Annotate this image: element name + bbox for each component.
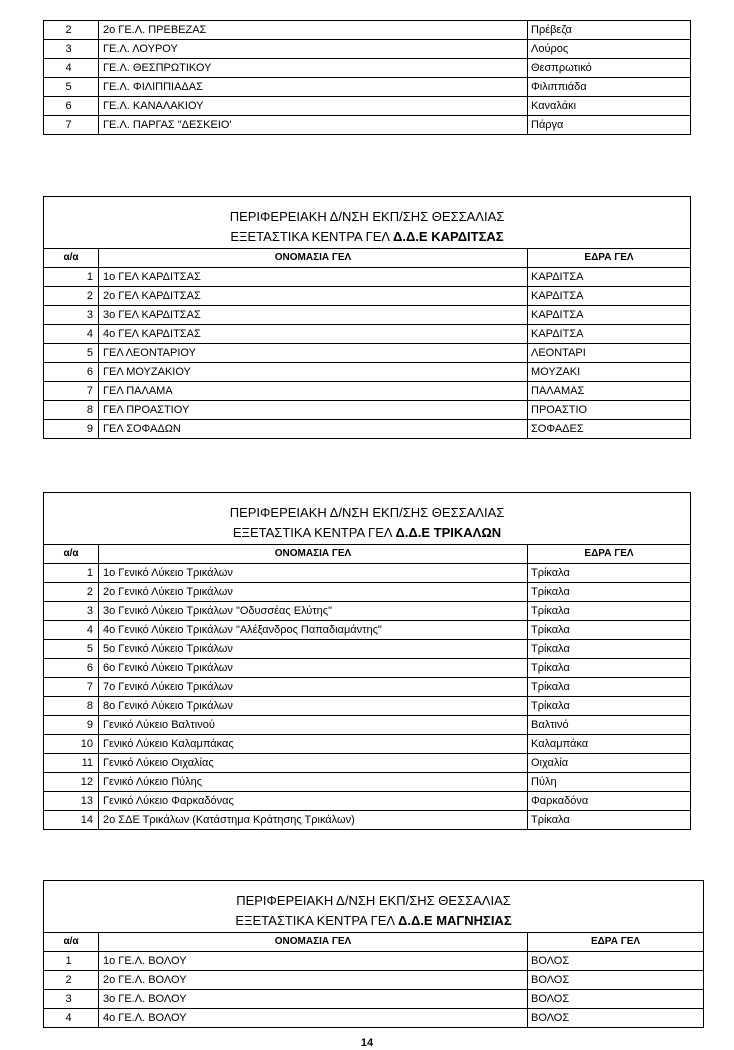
row-number: 2 xyxy=(44,21,99,40)
table-row xyxy=(44,420,691,439)
school-seat: ΠΡΟΑΣΤΙΟ xyxy=(528,401,691,420)
title-line-2: ΕΞΕΤΑΣΤΙΚΑ ΚΕΝΤΡΑ ΓΕΛ Δ.Δ.Ε ΜΑΓΝΗΣΙΑΣ xyxy=(235,913,512,928)
row-number: 4 xyxy=(44,1009,99,1028)
row-number: 2 xyxy=(44,287,99,306)
school-seat: Τρίκαλα xyxy=(528,602,691,621)
school-seat: ΚΑΡΔΙΤΣΑ xyxy=(528,287,691,306)
row-number: 9 xyxy=(44,716,99,735)
school-name: ΓΕ.Λ. ΠΑΡΓΑΣ "ΔΕΣΚΕΙΟ' xyxy=(99,116,528,135)
row-number: 13 xyxy=(44,792,99,811)
school-name: 2ο ΓΕ.Λ. ΒΟΛΟΥ xyxy=(99,971,528,990)
school-seat: Τρίκαλα xyxy=(528,621,691,640)
table-row xyxy=(44,971,704,990)
table-row xyxy=(44,697,691,716)
title-line-1: ΠΕΡΙΦΕΡΕΙΑΚΗ Δ/ΝΣΗ ΕΚΠ/ΣΗΣ ΘΕΣΣΑΛΙΑΣ xyxy=(236,893,511,908)
school-name: Γενικό Λύκειο Καλαμπάκας xyxy=(99,735,528,754)
continued-table xyxy=(43,20,691,135)
school-seat: Λούρος xyxy=(528,40,691,59)
title-line-1: ΠΕΡΙΦΕΡΕΙΑΚΗ Δ/ΝΣΗ ΕΚΠ/ΣΗΣ ΘΕΣΣΑΛΙΑΣ xyxy=(229,209,505,224)
header-name: ΟΝΟΜΑΣΙΑ ΓΕΛ xyxy=(99,545,528,564)
school-name: 3ο ΓΕ.Λ. ΒΟΛΟΥ xyxy=(99,990,528,1009)
magnesia-table xyxy=(43,880,704,1028)
row-number: 2 xyxy=(44,971,99,990)
school-name: 1ο ΓΕ.Λ. ΒΟΛΟΥ xyxy=(99,952,528,971)
table-row xyxy=(44,773,691,792)
school-name: 7ο Γενικό Λύκειο Τρικάλων xyxy=(99,678,528,697)
section-title xyxy=(44,881,704,933)
school-name: ΓΕΛ ΠΡΟΑΣΤΙΟΥ xyxy=(99,401,528,420)
header-num: α/α xyxy=(44,933,99,952)
row-number: 6 xyxy=(44,97,99,116)
school-name: Γενικό Λύκειο Πύλης xyxy=(99,773,528,792)
school-seat: Βαλτινό xyxy=(528,716,691,735)
table-row xyxy=(44,21,691,40)
row-number: 4 xyxy=(44,59,99,78)
row-number: 12 xyxy=(44,773,99,792)
row-number: 7 xyxy=(44,116,99,135)
school-seat: Φιλιππιάδα xyxy=(528,78,691,97)
row-number: 6 xyxy=(44,363,99,382)
row-number: 5 xyxy=(44,344,99,363)
table-row xyxy=(44,116,691,135)
school-seat: ΒΟΛΟΣ xyxy=(528,971,704,990)
table-row xyxy=(44,792,691,811)
school-name: 2ο ΓΕ.Λ. ΠΡΕΒΕΖΑΣ xyxy=(99,21,528,40)
school-name: 1ο Γενικό Λύκειο Τρικάλων xyxy=(99,564,528,583)
school-name: 2ο ΓΕΛ ΚΑΡΔΙΤΣΑΣ xyxy=(99,287,528,306)
school-seat: ΚΑΡΔΙΤΣΑ xyxy=(528,325,691,344)
table-row xyxy=(44,382,691,401)
table-row xyxy=(44,602,691,621)
school-seat: Τρίκαλα xyxy=(528,678,691,697)
school-name: 1ο ΓΕΛ ΚΑΡΔΙΤΣΑΣ xyxy=(99,268,528,287)
school-seat: ΒΟΛΟΣ xyxy=(528,1009,704,1028)
school-name: ΓΕ.Λ. ΦΙΛΙΠΠΙΑΔΑΣ xyxy=(99,78,528,97)
table-row xyxy=(44,640,691,659)
school-seat: Καναλάκι xyxy=(528,97,691,116)
school-seat: ΒΟΛΟΣ xyxy=(528,952,704,971)
section-title xyxy=(44,493,691,545)
table-row xyxy=(44,678,691,697)
school-name: 3ο ΓΕΛ ΚΑΡΔΙΤΣΑΣ xyxy=(99,306,528,325)
school-seat: ΠΑΛΑΜΑΣ xyxy=(528,382,691,401)
title-line-2: ΕΞΕΤΑΣΤΙΚΑ ΚΕΝΤΡΑ ΓΕΛ Δ.Δ.Ε ΤΡΙΚΑΛΩΝ xyxy=(232,525,502,540)
table-row xyxy=(44,754,691,773)
row-number: 3 xyxy=(44,602,99,621)
table-row xyxy=(44,621,691,640)
row-number: 11 xyxy=(44,754,99,773)
row-number: 1 xyxy=(44,564,99,583)
header-seat: ΕΔΡΑ ΓΕΛ xyxy=(528,249,691,268)
table-row xyxy=(44,306,691,325)
table-row xyxy=(44,78,691,97)
row-number: 5 xyxy=(44,640,99,659)
table-row xyxy=(44,811,691,830)
school-seat: Πρέβεζα xyxy=(528,21,691,40)
school-seat: Τρίκαλα xyxy=(528,697,691,716)
school-name: 6ο Γενικό Λύκειο Τρικάλων xyxy=(99,659,528,678)
table-row xyxy=(44,1009,704,1028)
header-seat: ΕΔΡΑ ΓΕΛ xyxy=(528,545,691,564)
row-number: 5 xyxy=(44,78,99,97)
row-number: 2 xyxy=(44,583,99,602)
row-number: 8 xyxy=(44,401,99,420)
table-row xyxy=(44,716,691,735)
table-row xyxy=(44,344,691,363)
table-row xyxy=(44,59,691,78)
school-seat: Φαρκαδόνα xyxy=(528,792,691,811)
school-name: ΓΕ.Λ. ΘΕΣΠΡΩΤΙΚΟΥ xyxy=(99,59,528,78)
header-num: α/α xyxy=(44,249,99,268)
header-num: α/α xyxy=(44,545,99,564)
school-name: ΓΕΛ ΛΕΟΝΤΑΡΙΟΥ xyxy=(99,344,528,363)
school-name: ΓΕΛ ΠΑΛΑΜΑ xyxy=(99,382,528,401)
school-seat: Καλαμπάκα xyxy=(528,735,691,754)
row-number: 4 xyxy=(44,621,99,640)
school-seat: Πάργα xyxy=(528,116,691,135)
school-name: ΓΕΛ ΜΟΥΖΑΚΙΟΥ xyxy=(99,363,528,382)
school-seat: ΚΑΡΔΙΤΣΑ xyxy=(528,268,691,287)
row-number: 7 xyxy=(44,678,99,697)
table-row xyxy=(44,287,691,306)
school-name: ΓΕΛ ΣΟΦΑΔΩΝ xyxy=(99,420,528,439)
row-number: 3 xyxy=(44,40,99,59)
table-row xyxy=(44,735,691,754)
row-number: 3 xyxy=(44,990,99,1009)
row-number: 7 xyxy=(44,382,99,401)
trikala-table xyxy=(43,492,691,830)
table-row xyxy=(44,325,691,344)
row-number: 3 xyxy=(44,306,99,325)
karditsa-table xyxy=(43,196,691,439)
row-number: 6 xyxy=(44,659,99,678)
table-row xyxy=(44,363,691,382)
row-number: 1 xyxy=(44,268,99,287)
school-name: 4ο ΓΕ.Λ. ΒΟΛΟΥ xyxy=(99,1009,528,1028)
school-name: 3ο Γενικό Λύκειο Τρικάλων "Οδυσσέας Ελύτης" xyxy=(99,602,528,621)
table-row xyxy=(44,564,691,583)
school-name: Γενικό Λύκειο Φαρκαδόνας xyxy=(99,792,528,811)
table-row xyxy=(44,268,691,287)
row-number: 8 xyxy=(44,697,99,716)
header-name: ΟΝΟΜΑΣΙΑ ΓΕΛ xyxy=(99,249,528,268)
school-seat: Θεσπρωτικό xyxy=(528,59,691,78)
table-row xyxy=(44,990,704,1009)
table-row xyxy=(44,659,691,678)
school-name: Γενικό Λύκειο Βαλτινού xyxy=(99,716,528,735)
page-number: 14 xyxy=(360,1037,374,1049)
school-seat: ΛΕΟΝΤΑΡΙ xyxy=(528,344,691,363)
row-number: 10 xyxy=(44,735,99,754)
school-name: 8ο Γενικό Λύκειο Τρικάλων xyxy=(99,697,528,716)
school-seat: ΚΑΡΔΙΤΣΑ xyxy=(528,306,691,325)
header-seat: ΕΔΡΑ ΓΕΛ xyxy=(528,933,704,952)
school-seat: Τρίκαλα xyxy=(528,811,691,830)
school-seat: Τρίκαλα xyxy=(528,564,691,583)
row-number: 9 xyxy=(44,420,99,439)
row-number: 1 xyxy=(44,952,99,971)
school-name: 2ο Γενικό Λύκειο Τρικάλων xyxy=(99,583,528,602)
school-seat: Τρίκαλα xyxy=(528,583,691,602)
table-row xyxy=(44,583,691,602)
school-name: 4ο ΓΕΛ ΚΑΡΔΙΤΣΑΣ xyxy=(99,325,528,344)
school-name: Γενικό Λύκειο Οιχαλίας xyxy=(99,754,528,773)
school-name: ΓΕ.Λ. ΚΑΝΑΛΑΚΙΟΥ xyxy=(99,97,528,116)
school-name: 5ο Γενικό Λύκειο Τρικάλων xyxy=(99,640,528,659)
school-seat: Τρίκαλα xyxy=(528,659,691,678)
school-name: 4ο Γενικό Λύκειο Τρικάλων "Αλέξανδρος Παπαδιαμάντης" xyxy=(99,621,528,640)
table-row xyxy=(44,40,691,59)
title-line-1: ΠΕΡΙΦΕΡΕΙΑΚΗ Δ/ΝΣΗ ΕΚΠ/ΣΗΣ ΘΕΣΣΑΛΙΑΣ xyxy=(229,505,505,520)
table-row xyxy=(44,952,704,971)
table-row xyxy=(44,401,691,420)
school-name: 2ο ΣΔΕ Τρικάλων (Κατάστημα Κράτησης Τρικάλων) xyxy=(99,811,528,830)
table-row xyxy=(44,97,691,116)
header-name: ΟΝΟΜΑΣΙΑ ΓΕΛ xyxy=(99,933,528,952)
row-number: 14 xyxy=(44,811,99,830)
school-seat: ΜΟΥΖΑΚΙ xyxy=(528,363,691,382)
school-seat: ΣΟΦΑΔΕΣ xyxy=(528,420,691,439)
row-number: 4 xyxy=(44,325,99,344)
school-seat: ΒΟΛΟΣ xyxy=(528,990,704,1009)
title-line-2: ΕΞΕΤΑΣΤΙΚΑ ΚΕΝΤΡΑ ΓΕΛ Δ.Δ.Ε ΚΑΡΔΙΤΣΑΣ xyxy=(230,229,504,244)
section-title xyxy=(44,197,691,249)
school-name: ΓΕ.Λ. ΛΟΥΡΟΥ xyxy=(99,40,528,59)
school-seat: Πύλη xyxy=(528,773,691,792)
school-seat: Τρίκαλα xyxy=(528,640,691,659)
school-seat: Οιχαλία xyxy=(528,754,691,773)
